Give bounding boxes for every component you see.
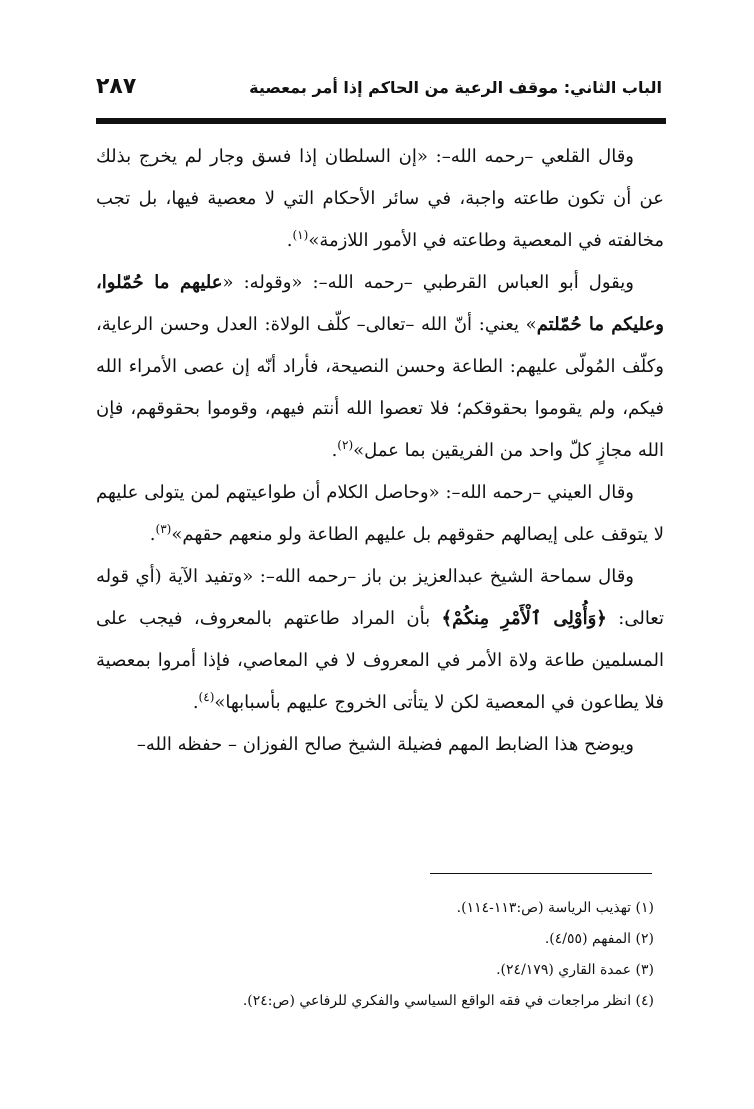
footnote-divider [430,873,652,874]
paragraph-text: وقال القلعي –رحمه الله–: «إن السلطان إذا فسق وجار لم يخرج بذلك عن أن تكون طاعته واجبة، في سائر الأحكام التي لا معصية فيها، بل تجب مخالفته في المعصية وطاعته في الأمور اللازمة» [96,146,664,251]
header-divider [96,118,666,124]
page-number: ٢٨٧ [96,74,137,99]
paragraph-text: ويقول أبو العباس القرطبي –رحمه الله–: «وقوله: « [222,272,634,293]
paragraph-fawzan [96,724,664,766]
paragraph-text: » يعني: أنّ الله –تعالى– كلّف الولاة: العدل وحسن الرعاية، وكلّف المُولّى عليهم: الطاعة وحسن النصيحة، فأراد أنّه إن عصى الأمراء الله فيكم، ولم يقوموا بحقوقكم؛ فلا تعصوا الله أنتم فيهم، وقوموا بحقوقهم، فإن الله مجازٍ كلّ واحد من الفريقين بما عمل» [96,314,664,461]
paragraph-end: . [149,524,156,545]
footnote-ref: (٤) [198,690,215,704]
footnote-ref: (٢) [337,438,354,452]
footnotes [96,893,654,1017]
paragraph-text: وقال سماحة الشيخ عبدالعزيز بن باز –رحمه الله–: «وتفيد الآية (أي قوله تعالى: [96,566,664,629]
paragraph-qalai [96,136,664,262]
chapter-title: الباب الثاني: موقف الرعية من الحاكم إذا أمر بمعصية [249,78,662,97]
paragraph-end: . [331,440,338,461]
paragraph-text: وقال العيني –رحمه الله–: «وحاصل الكلام أن طواعيتهم لمن يتولى عليهم لا يتوقف على إيصالهم حقوقهم بل عليهم الطاعة ولو منعهم حقهم» [96,482,664,545]
quran-verse: ﴿وَأُوْلِى ٱلْأَمْرِ مِنكُمْ﴾ [441,608,607,629]
paragraph-text: ويوضح هذا الضابط المهم فضيلة الشيخ صالح الفوزان – حفظه الله– [136,734,634,755]
footnote-item: (٢) المفهم (٤/٥٥). [544,931,654,947]
paragraph-end: . [192,692,199,713]
paragraph-text: بأن المراد طاعتهم بالمعروف، فيجب على المسلمين طاعة ولاة الأمر في المعروف لا في المعاصي، فإذا أمروا بمعصية فلا يطاعون في المعصية لكن لا يتأتى الخروج عليهم بأسبابها» [96,608,664,713]
footnote-ref: (١) [292,228,309,242]
footnote-item: (٣) عمدة القاري (٢٤/١٧٩). [496,962,654,978]
paragraph-ibn-baz [96,556,664,724]
footnote-item: (١) تهذيب الرياسة (ص:١١٣-١١٤). [456,900,654,916]
main-text [96,136,664,766]
hadith-quote: عليهم ما حُمّلوا، وعليكم ما حُمّلتم [96,272,664,335]
paragraph-qurtubi [96,262,664,472]
footnote-item: (٤) انظر مراجعات في فقه الواقع السياسي والفكري للرفاعي (ص:٢٤). [242,993,654,1009]
paragraph-aini [96,472,664,556]
footnote-ref: (٣) [155,522,172,536]
paragraph-end: . [286,230,293,251]
running-header [96,74,662,114]
